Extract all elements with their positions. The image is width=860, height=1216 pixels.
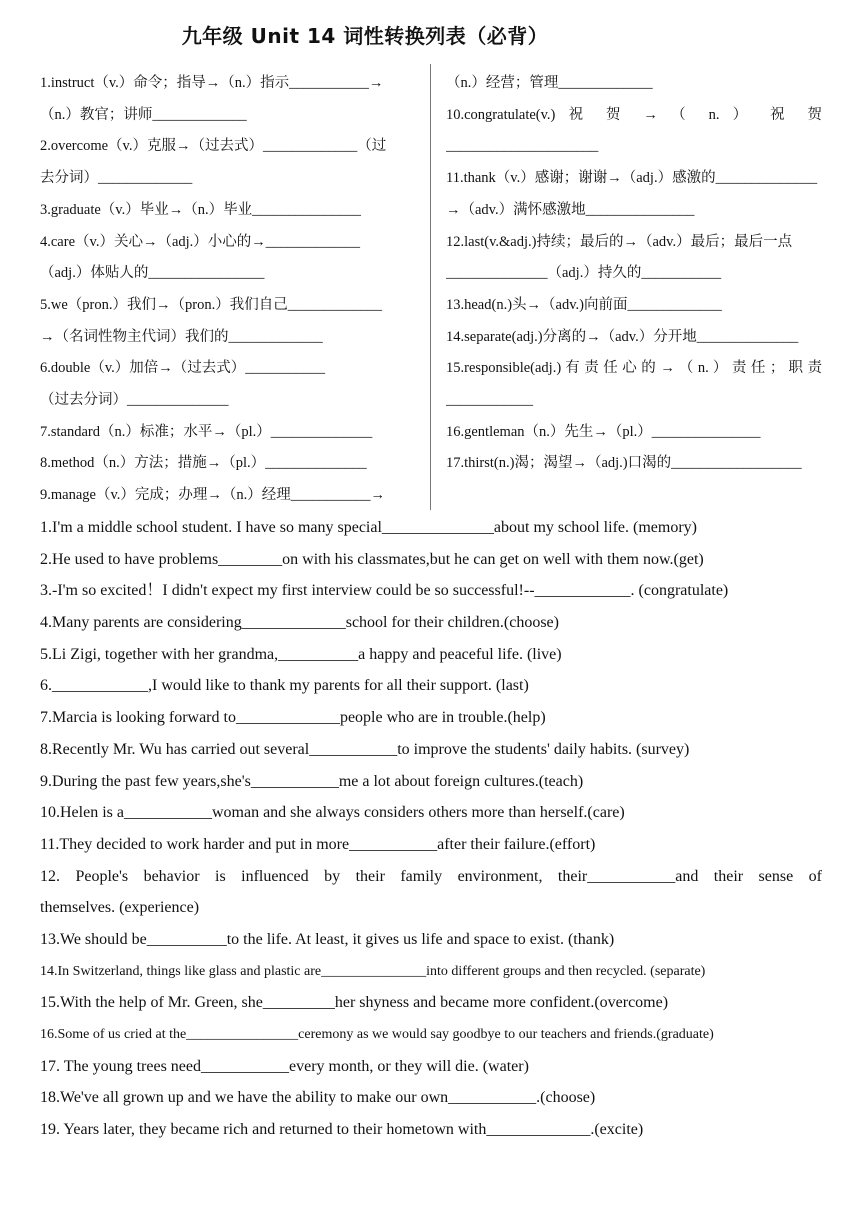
word-entry-line: ____________: [446, 392, 533, 409]
word-entry-line: 11.thank（v.）感谢；谢谢→（adj.）感激的______________: [446, 170, 818, 187]
word-entry-line: 15.responsible(adj.) 有 责 任 心 的 → （ n. ） 责 任 ； 职 责: [446, 360, 822, 377]
word-entry-line: 9.manage（v.）完成；办理→（n.）经理___________→: [40, 487, 386, 504]
exercise-sentence: 14.In Switzerland, things like glass and plastic are_______________into different groups and then recycled. (separate): [40, 963, 706, 979]
exercise-sentence: 13.We should be__________to the life. At least, it gives us life and space to exist. (thank): [40, 930, 615, 948]
word-entry-line: （n.）经营；管理_____________: [446, 75, 653, 91]
page-title: 九年级 Unit 14 词性转换列表（必背）: [181, 24, 549, 48]
word-entry-line: 去分词）_____________: [40, 170, 193, 187]
exercise-sentence: 3.-I'm so excited！I didn't expect my first interview could be so successful!--____________. (congratulate): [40, 582, 729, 600]
exercise-sentence: themselves. (experience): [40, 899, 200, 917]
exercise-sentence: 10.Helen is a___________woman and she always considers others more than herself.(care): [40, 804, 625, 822]
word-entry-line: 12.last(v.&adj.)持续；最后的→（adv.）最后；最后一点: [446, 233, 793, 250]
exercise-list: [40, 512, 822, 1146]
exercise-sentence: 4.Many parents are considering_____________school for their children.(choose): [40, 614, 559, 632]
word-entry-line: 4.care（v.）关心→（adj.）小心的→_____________: [40, 233, 361, 250]
word-entry-line: 13.head(n.)头→（adv.)向前面_____________: [446, 296, 722, 313]
word-list-right-column: [446, 68, 822, 480]
word-entry-line: 3.graduate（v.）毕业→（n.）毕业_______________: [40, 201, 361, 218]
word-entry-line: （过去分词）______________: [40, 392, 229, 409]
exercise-sentence: 5.Li Zigi, together with her grandma,__________a happy and peaceful life. (live): [40, 645, 562, 663]
word-entry-line: →（名词性物主代词）我们的_____________: [40, 328, 323, 345]
word-entry-line: （n.）教官；讲师_____________: [40, 106, 247, 123]
exercise-sentence: 18.We've all grown up and we have the ability to make our own___________.(choose): [40, 1089, 596, 1107]
exercise-sentence: 1.I'm a middle school student. I have so many special______________about my school life. (memory): [40, 519, 697, 536]
exercise-sentence: 6.____________,I would like to thank my parents for all their support. (last): [40, 677, 529, 695]
word-entry-line: 14.separate(adj.)分离的→（adv.）分开地______________: [446, 328, 799, 345]
word-entry-line: 1.instruct（v.）命令；指导→（n.）指示___________→: [40, 75, 384, 91]
word-entry-line: →（adv.）满怀感激地_______________: [446, 201, 695, 218]
exercise-sentence: 9.During the past few years,she's___________me a lot about foreign cultures.(teach): [40, 772, 584, 790]
word-entry-line: 6.double（v.）加倍→（过去式）___________: [40, 360, 326, 377]
word-entry-line: 17.thirst(n.)渴；渴望→（adj.)口渴的__________________: [446, 455, 802, 472]
word-list-left-column: [40, 68, 416, 512]
exercise-sentence: 17. The young trees need___________every month, or they will die. (water): [40, 1057, 529, 1075]
exercise-sentence: 12. People's behavior is influenced by their family environment, their___________and their sense of: [40, 867, 822, 885]
exercise-sentence: 16.Some of us cried at the________________ceremony as we would say goodbye to our teachers and friends.(graduate): [40, 1027, 714, 1042]
exercise-sentence: 19. Years later, they became rich and returned to their hometown with_____________.(excite): [40, 1121, 644, 1139]
word-entry-line: _____________________: [446, 138, 599, 155]
exercise-sentence: 15.With the help of Mr. Green, she_________her shyness and became more confident.(overcome): [40, 994, 669, 1012]
word-entry-line: ______________（adj.）持久的___________: [446, 265, 722, 282]
exercise-sentence: 11.They decided to work harder and put in more___________after their failure.(effort): [40, 835, 596, 853]
word-entry-line: 5.we（pron.）我们→（pron.）我们自己_____________: [40, 296, 382, 313]
column-divider: [430, 64, 431, 510]
word-entry-line: 8.method（n.）方法；措施→（pl.）______________: [40, 455, 367, 472]
word-entry-line: 10.congratulate(v.) 祝 贺 → （ n. ） 祝 贺: [446, 106, 822, 123]
word-entry-line: 16.gentleman（n.）先生→（pl.）_______________: [446, 423, 761, 440]
exercise-sentence: 2.He used to have problems________on with his classmates,but he can get on well with them now.(get): [40, 550, 704, 568]
word-entry-line: 2.overcome（v.）克服→（过去式）_____________（过: [40, 138, 387, 155]
word-entry-line: 7.standard（n.）标准；水平→（pl.）______________: [40, 423, 373, 440]
word-entry-line: （adj.）体贴人的________________: [40, 265, 265, 282]
exercise-sentence: 7.Marcia is looking forward to_____________people who are in trouble.(help): [40, 709, 546, 727]
exercise-sentence: 8.Recently Mr. Wu has carried out several___________to improve the students' daily habits. (survey): [40, 740, 690, 758]
